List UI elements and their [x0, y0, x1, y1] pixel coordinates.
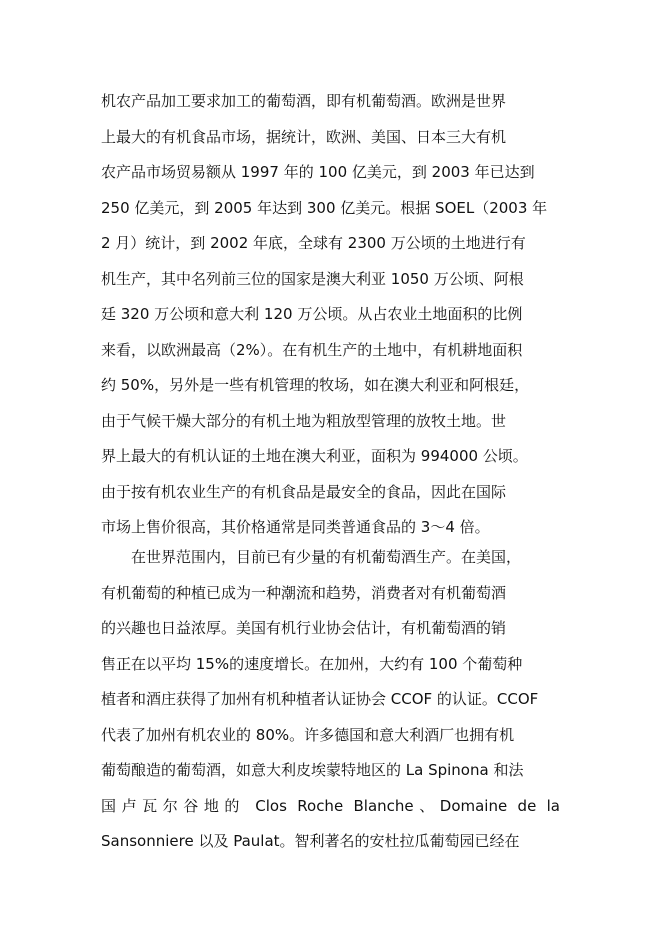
text-line: 由于按有机农业生产的有机食品是最安全的食品，因此在国际 [101, 482, 507, 501]
text-line: 植者和酒庄获得了加州有机种植者认证协会 CCOF 的认证。CCOF [101, 690, 539, 708]
text-line: 来看，以欧洲最高（2%）。在有机生产的土地中，有机耕地面积 [101, 340, 523, 359]
text-line: 界上最大的有机认证的土地在澳大利亚，面积为 994000 公顷。 [101, 447, 528, 465]
text-line: 约 50%，另外是一些有机管理的牧场，如在澳大利亚和阿根廷， [101, 376, 530, 394]
text-line: 的兴趣也日益浓厚。美国有机行业协会估计，有机葡萄酒的销 [101, 619, 507, 637]
text-line: 葡萄酿造的葡萄酒，如意大利皮埃蒙特地区的 La Spinona 和法 [101, 761, 524, 779]
text-line: 机农产品加工要求加工的葡萄酒，即有机葡萄酒。欧洲是世界 [101, 92, 507, 110]
paragraph-organic-wine-production [101, 540, 560, 860]
text-line: 上最大的有机食品市场，据统计，欧洲、美国、日本三大有机 [101, 127, 507, 146]
text-line: 机生产，其中名列前三位的国家是澳大利亚 1050 万公顷、阿根 [101, 269, 524, 288]
text-line: 250 亿美元，到 2005 年达到 300 亿美元。根据 SOEL（2003 年 [101, 198, 548, 217]
text-line: 市场上售价很高，其价格通常是同类普通食品的 3～4 倍。 [101, 518, 490, 536]
text-line: 廷 320 万公顷和意大利 120 万公顷。从占农业土地面积的比例 [101, 305, 523, 323]
paragraph-organic-market [101, 84, 560, 546]
text-line: 农产品市场贸易额从 1997 年的 100 亿美元，到 2003 年已达到 [101, 163, 535, 181]
text-line: 国卢瓦尔谷地的 Clos Roche Blanche、Domaine de la [101, 796, 560, 815]
text-line: 2 月）统计，到 2002 年底，全球有 2300 万公顷的土地进行有 [101, 234, 526, 252]
text-line: 代表了加州有机农业的 80%。许多德国和意大利酒厂也拥有机 [101, 725, 515, 744]
text-line: 售正在以平均 15%的速度增长。在加州，大约有 100 个葡萄种 [101, 654, 523, 673]
text-line: 有机葡萄的种植已成为一种潮流和趋势，消费者对有机葡萄酒 [101, 583, 507, 602]
text-line: 在世界范围内，目前已有少量的有机葡萄酒生产。在美国， [131, 548, 522, 566]
text-line: Sansonniere 以及 Paulat。智利著名的安杜拉瓜葡萄园已经在 [101, 832, 520, 850]
text-line: 由于气候干燥大部分的有机土地为粗放型管理的放牧土地。世 [101, 411, 507, 430]
